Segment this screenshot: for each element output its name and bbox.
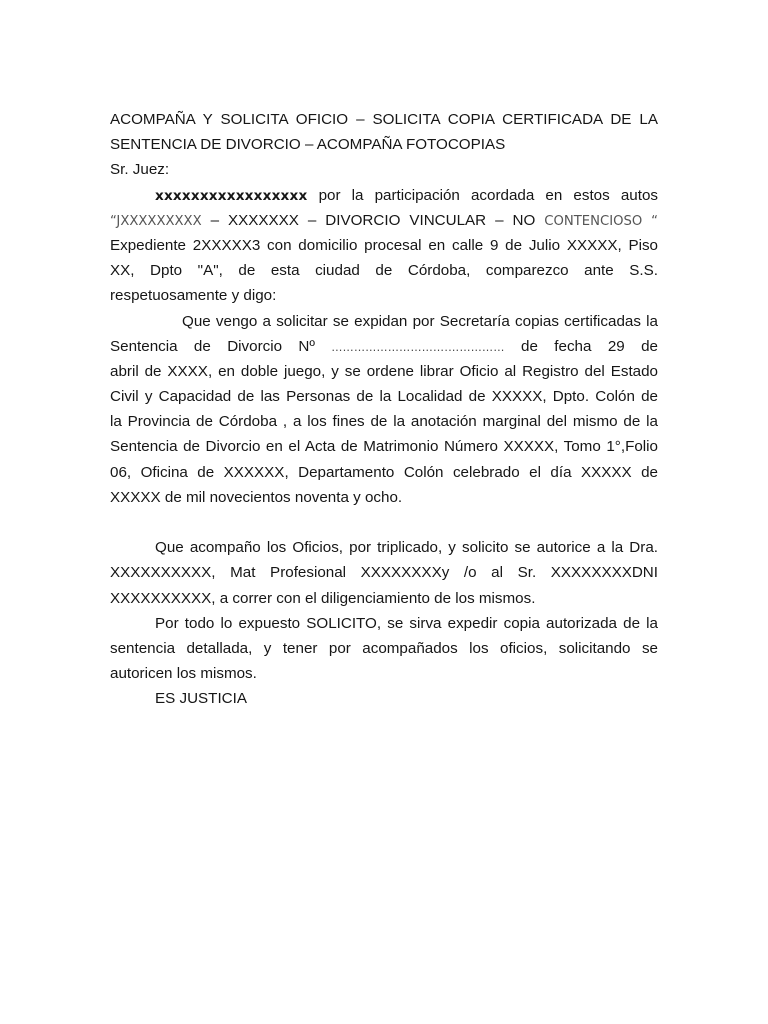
- paragraph-1-line-3: Expediente 2XXXXX3 con domicilio procesal en calle 9 de Julio XXXXX, Piso: [110, 236, 658, 254]
- paragraph-2-line-4: Civil y Capacidad de las Personas de la Localidad de XXXXX, Dpto. Colón de: [110, 388, 658, 406]
- sentence-number-blank: ………………………….……………: [331, 340, 505, 354]
- paragraph-4-line-2: sentencia detallada, y tener por acompañados los oficios, solicitando se: [110, 639, 658, 657]
- paragraph-1-line-1: [110, 183, 658, 208]
- paragraph-1-line-2: [110, 208, 658, 233]
- paragraph-3-line-1: Que acompaño los Oficios, por triplicado, y solicito se autorice a la Dra.: [155, 539, 658, 557]
- paragraph-2-line-6: Sentencia de Divorcio en el Acta de Matrimonio Número XXXXX, Tomo 1°,Folio: [110, 438, 658, 456]
- party-name: xxxxxxxxxxxxxxxxx: [155, 187, 308, 204]
- heading-line-2: SENTENCIA DE DIVORCIO – ACOMPAÑA FOTOCOPIAS: [110, 136, 506, 154]
- sentence-date-text: de fecha 29 de: [521, 337, 658, 355]
- paragraph-2-line-5: la Provincia de Córdoba , a los fines de la anotación marginal del mismo de la: [110, 413, 658, 431]
- paragraph-2-line-1: Que vengo a solicitar se expidan por Secretaría copias certificadas la: [182, 312, 658, 330]
- paragraph-1-line-1-text: por la participación acordada en estos autos: [318, 186, 658, 204]
- case-caption-open: “JXXXXXXXXX: [110, 213, 202, 229]
- paragraph-3-line-2: XXXXXXXXXX, Mat Profesional XXXXXXXXy /o al Sr. XXXXXXXXDNI: [110, 564, 658, 582]
- paragraph-4-line-1: Por todo lo expuesto SOLICITO, se sirva expedir copia autorizada de la: [155, 614, 658, 632]
- closing-es-justicia: ES JUSTICIA: [155, 690, 247, 708]
- heading-line-1: ACOMPAÑA Y SOLICITA OFICIO – SOLICITA COPIA CERTIFICADA DE LA: [110, 111, 658, 128]
- case-caption-close: CONTENCIOSO “: [544, 213, 658, 229]
- paragraph-4-line-3: autoricen los mismos.: [110, 665, 257, 683]
- document-body: [110, 107, 658, 712]
- paragraph-spacer: [110, 510, 658, 535]
- salutation: Sr. Juez:: [110, 161, 170, 179]
- paragraph-3-line-3: XXXXXXXXXX, a correr con el diligenciamiento de los mismos.: [110, 589, 536, 607]
- paragraph-2-line-3: abril de XXXX, en doble juego, y se ordene librar Oficio al Registro del Estado: [110, 362, 658, 380]
- paragraph-1-line-5: respetuosamente y digo:: [110, 287, 277, 305]
- case-caption-middle: – XXXXXXX – DIVORCIO VINCULAR – NO: [210, 211, 536, 229]
- paragraph-2-line-7: 06, Oficina de XXXXXX, Departamento Colón celebrado el día XXXXX de: [110, 463, 658, 481]
- paragraph-2-line-2: [110, 334, 658, 359]
- sentence-number-label: Sentencia de Divorcio Nº: [110, 337, 315, 355]
- paragraph-1-line-4: XX, Dpto "A", de esta ciudad de Córdoba, comparezco ante S.S.: [110, 262, 658, 280]
- paragraph-2-line-8: XXXXX de mil novecientos noventa y ocho.: [110, 488, 403, 506]
